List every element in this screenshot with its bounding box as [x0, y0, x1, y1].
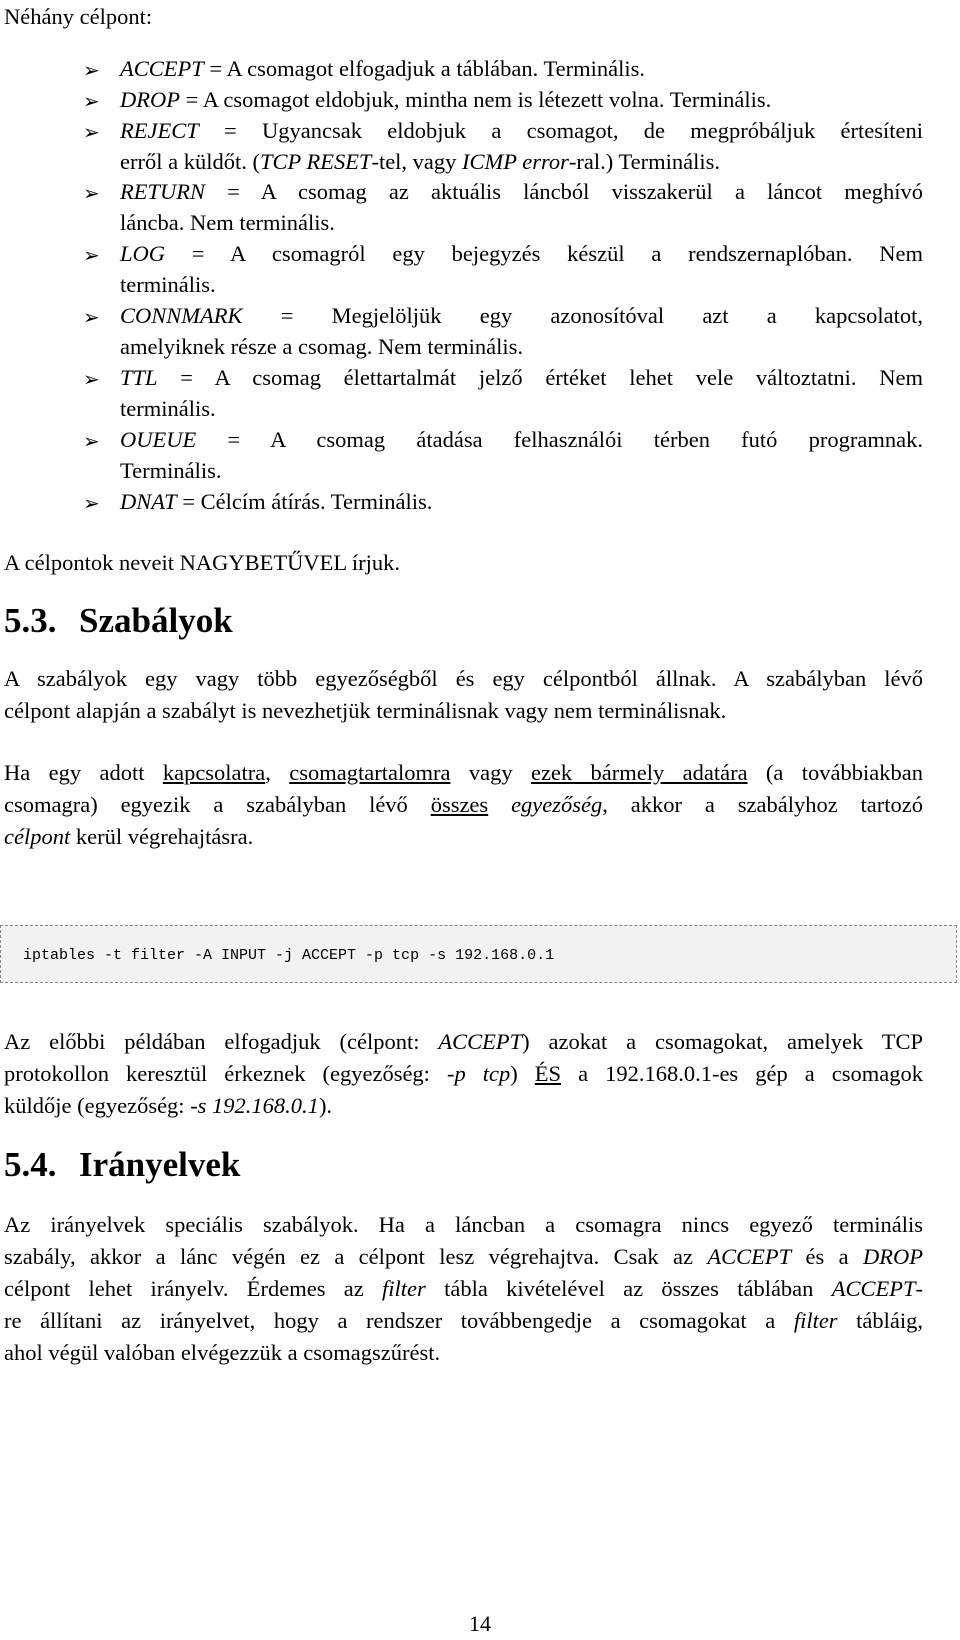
policy-paragraph-line3 — [4, 1278, 923, 1301]
example-paragraph-line3 — [4, 1095, 923, 1118]
text-span: Az előbbi példában elfogadjuk (célpont: — [4, 1029, 439, 1054]
policy-paragraph-line5: ahol végül valóban elvégezzük a csomagszűrést. — [4, 1340, 441, 1365]
text-span — [488, 792, 511, 817]
tcp-reset-term: TCP RESET — [259, 149, 372, 174]
target-dnat — [120, 491, 923, 514]
target-desc: = A csomag átadása felhasználói térben futó programnak. — [196, 427, 923, 452]
bullet-icon: ➢ — [83, 58, 100, 82]
target-name: TTL — [120, 365, 158, 390]
text-span: (a továbbiakban — [747, 760, 923, 785]
intro-text: Néhány célpont: — [4, 4, 153, 29]
text-span: küldője (egyezőség: — [4, 1093, 191, 1118]
text-span: , akkor a szabályhoz tartozó — [602, 792, 924, 817]
target-desc: = A csomagot elfogadjuk a táblában. Terminális. — [203, 56, 645, 81]
example-paragraph-line1 — [4, 1031, 923, 1054]
target-log-line2: terminális. — [120, 272, 216, 297]
italic-term: ACCEPT — [438, 1029, 523, 1054]
target-return-line2: láncba. Nem terminális. — [120, 210, 335, 235]
target-connmark-line2: amelyiknek része a csomag. Nem terminális. — [120, 334, 523, 359]
section-heading-5-3 — [4, 603, 233, 638]
code-text: iptables -t filter -A INPUT -j ACCEPT -p tcp -s 192.168.0.1 — [23, 947, 555, 964]
text-span: tábláig, — [837, 1308, 924, 1333]
section-title: Irányelvek — [79, 1145, 241, 1184]
text-span: szabály, akkor a lánc végén ez a célpont lesz végrehajtva. Csak az — [4, 1244, 708, 1269]
underlined-term: kapcsolatra — [162, 760, 266, 785]
rules-paragraph-line1: A szabályok egy vagy több egyezőségből és egy célpontból állnak. A szabályban lévő — [4, 666, 923, 691]
target-oueue-line1 — [120, 429, 923, 452]
italic-term: célpont — [4, 824, 71, 849]
target-ttl-line1 — [120, 367, 923, 390]
italic-term: -p tcp — [446, 1061, 511, 1086]
target-ttl-line2: terminális. — [120, 396, 216, 421]
target-name: CONNMARK — [120, 303, 243, 328]
target-desc: = Ugyancsak eldobjuk a csomagot, de megpróbáljuk értesíteni — [198, 118, 923, 143]
target-desc: = A csomag az aktuális láncból visszakerül a láncot meghívó — [205, 179, 923, 204]
target-name: DNAT — [120, 489, 177, 514]
bullet-icon: ➢ — [83, 120, 100, 144]
italic-term: ACCEPT — [831, 1276, 916, 1301]
target-name: LOG — [120, 241, 166, 266]
bullet-icon: ➢ — [83, 243, 100, 267]
text-span: Ha egy adott — [4, 760, 163, 785]
text-span: - — [915, 1276, 923, 1301]
policy-paragraph-line4 — [4, 1310, 923, 1333]
text-span: vagy — [450, 760, 531, 785]
rules-paragraph-line2: célpont alapján a szabályt is nevezhetjük terminálisnak vagy nem terminálisnak. — [4, 698, 727, 723]
caps-note: A célpontok neveit NAGYBETŰVEL írjuk. — [4, 550, 400, 575]
target-name: RETURN — [120, 179, 206, 204]
match-paragraph-line1 — [4, 762, 923, 785]
underlined-term: ÉS — [534, 1061, 562, 1086]
text-span: tábla kivételével az összes táblában — [425, 1276, 832, 1301]
bullet-icon: ➢ — [83, 491, 100, 515]
italic-term: egyezőség — [511, 792, 603, 817]
text-span: re állítani az irányelvet, hogy a rendszer továbbengedje a csomagokat a — [4, 1308, 794, 1333]
target-reject-line1 — [120, 120, 923, 143]
section-number: 5.4. — [4, 1145, 57, 1184]
italic-term: -s 192.168.0.1 — [190, 1093, 319, 1118]
text-span: -ral.) Terminális. — [568, 149, 721, 174]
bullet-icon: ➢ — [83, 181, 100, 205]
target-accept — [120, 58, 923, 81]
target-connmark-line1 — [120, 305, 923, 328]
target-log-line1 — [120, 243, 923, 266]
underlined-term: ezek bármely adatára — [530, 760, 748, 785]
policy-paragraph-line2 — [4, 1246, 923, 1269]
target-oueue-line2: Terminális. — [120, 458, 222, 483]
italic-term: filter — [793, 1308, 838, 1333]
target-drop — [120, 89, 923, 112]
text-span: protokollon keresztül érkeznek (egyezőség: — [4, 1061, 447, 1086]
match-paragraph-line2 — [4, 794, 923, 817]
target-desc: = Célcím átírás. Terminális. — [176, 489, 433, 514]
text-span: és a — [791, 1244, 864, 1269]
target-return-line1 — [120, 181, 923, 204]
underlined-term: csomagtartalomra — [289, 760, 451, 785]
target-name: REJECT — [120, 118, 199, 143]
text-span: -tel, vagy — [371, 149, 463, 174]
underlined-term: összes — [430, 792, 489, 817]
code-block — [0, 925, 957, 983]
target-desc: = A csomagról egy bejegyzés készül a rendszernaplóban. Nem — [165, 241, 923, 266]
section-heading-5-4 — [4, 1147, 240, 1182]
text-span: a 192.168.0.1-es gép a csomagok — [561, 1061, 923, 1086]
target-desc: = Megjelöljük egy azonosítóval azt a kapcsolatot, — [242, 303, 923, 328]
section-title: Szabályok — [79, 601, 233, 640]
text-span: ). — [318, 1093, 333, 1118]
text-span: erről a küldőt. ( — [120, 149, 260, 174]
text-span: csomagra) egyezik a szabályban lévő — [4, 792, 431, 817]
target-name: ACCEPT — [120, 56, 204, 81]
text-span: kerül végrehajtásra. — [70, 824, 254, 849]
target-desc: = A csomagot eldobjuk, mintha nem is létezett volna. Terminális. — [180, 87, 772, 112]
italic-term: filter — [382, 1276, 426, 1301]
text-span: ) — [510, 1061, 535, 1086]
target-reject-line2 — [120, 151, 923, 174]
bullet-icon: ➢ — [83, 429, 100, 453]
bullet-icon: ➢ — [83, 367, 100, 391]
bullet-icon: ➢ — [83, 305, 100, 329]
bullet-icon: ➢ — [83, 89, 100, 113]
text-span: célpont lehet irányelv. Érdemes az — [4, 1276, 383, 1301]
text-span: ) azokat a csomagokat, amelyek TCP — [522, 1029, 923, 1054]
match-paragraph-line3 — [4, 826, 923, 849]
italic-term: ACCEPT — [707, 1244, 792, 1269]
icmp-error-term: ICMP error — [462, 149, 569, 174]
text-span: , — [265, 760, 290, 785]
example-paragraph-line2 — [4, 1063, 923, 1086]
page-number: 14 — [469, 1611, 491, 1636]
policy-paragraph-line1: Az irányelvek speciális szabályok. Ha a láncban a csomagra nincs egyező terminális — [4, 1212, 923, 1237]
target-desc: = A csomag élettartalmát jelző értéket lehet vele változtatni. Nem — [157, 365, 923, 390]
target-name: OUEUE — [120, 427, 197, 452]
section-number: 5.3. — [4, 601, 57, 640]
italic-term: DROP — [863, 1244, 924, 1269]
target-name: DROP — [120, 87, 180, 112]
